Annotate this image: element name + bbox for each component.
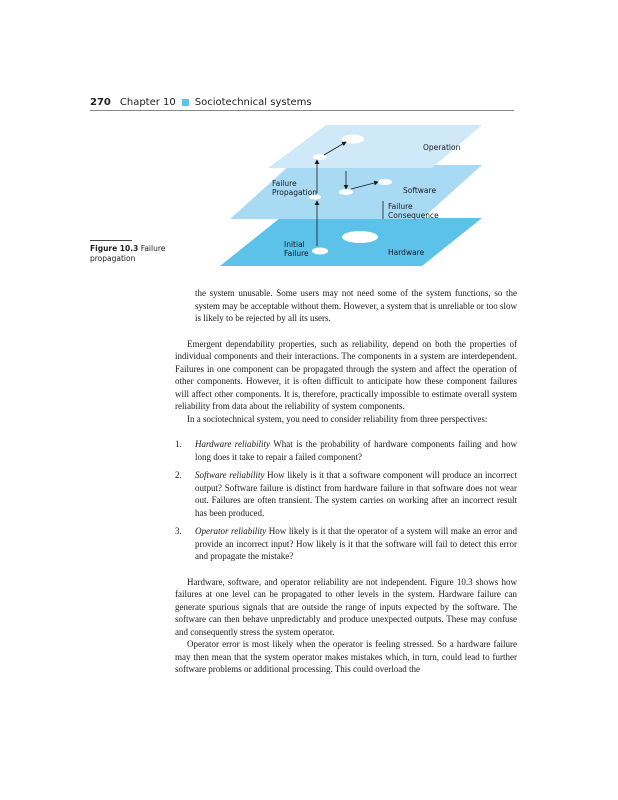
paragraph: Operator error is most likely when the operator is feeling stressed. So a hardware failure may then mean that the system operator makes mistakes which, in turn, could lead to further software problems or additional processing. This could overload the: [175, 639, 517, 674]
list-term: Hardware reliability: [195, 439, 270, 449]
list-number: 2.: [175, 470, 182, 480]
body-text: [175, 287, 517, 676]
initial-failure-label: Failure: [284, 249, 309, 258]
list-item: [175, 525, 517, 563]
running-header: [90, 97, 514, 108]
paragraph: In a sociotechnical system, you need to consider reliability from three perspectives:: [187, 413, 488, 424]
failure-propagation-label: Propagation: [272, 188, 317, 197]
perspective-list: [175, 438, 517, 563]
software-node: [339, 189, 353, 195]
list-item: [175, 438, 517, 463]
list-item: [175, 469, 517, 519]
intro-paragraph: the system unusable. Some users may not need some of the system functions, so the system may be acceptable without them. However, a system that is unreliable or too slow is likely to be rejected by all its users.: [195, 288, 517, 323]
failure-propagation-figure: [220, 125, 482, 270]
list-term: Software reliability: [195, 470, 265, 480]
failure-propagation-label: Failure: [272, 179, 297, 188]
list-number: 1.: [175, 439, 182, 449]
page-number: 270: [90, 97, 111, 108]
header-square-icon: [182, 99, 189, 106]
software-layer: [230, 165, 482, 219]
failure-consequence-label: Consequence: [388, 211, 439, 220]
list-term: Operator reliability: [195, 526, 267, 536]
hardware-node: [312, 248, 328, 255]
hardware-node: [342, 231, 378, 243]
operation-label: Operation: [423, 143, 461, 152]
paragraph: Emergent dependability properties, such as reliability, depend on both the properties of individual components and their interactions. The components in a system are interdependent. Failures in one component can be propagated through the system and affect the operation of other components. However, it is often difficult to anticipate how these component failures will affect other components. It is, therefore, practically impossible to estimate overall system reliability from data about the reliability of system components.: [175, 338, 517, 411]
paragraph: Hardware, software, and operator reliability are not independent. Figure 10.3 shows how failures at one level can be propagated to other levels in the system. Hardware failure can generate spurious signals that are outside the range of inputs expected by the software. The software can then behave unpredictably and produce unexpected outputs. These may confuse and consequently stress the system operator.: [175, 576, 517, 637]
section-title: Sociotechnical systems: [194, 97, 312, 108]
list-text: What is the probability of hardware components failing and how long does it take to repair a failed component?: [195, 439, 518, 462]
caption-text: Failure propagation: [90, 244, 166, 263]
figure-caption: [90, 244, 185, 264]
failure-consequence-label: Failure: [388, 202, 413, 211]
list-text: How likely is it that the operator of a system will make an error and provide an incorrect input? How likely is it that the software will fail to detect this error and propagate the mistake?: [195, 526, 517, 561]
software-node: [378, 179, 392, 185]
figure-diagram: [220, 125, 482, 270]
hardware-label: Hardware: [388, 248, 425, 257]
list-number: 3.: [175, 526, 182, 536]
caption-rule: [90, 240, 132, 241]
software-label: Software: [403, 186, 437, 195]
header-rule: [90, 110, 514, 111]
chapter-label: Chapter 10: [119, 97, 176, 108]
list-text: How likely is it that a software component will produce an incorrect output? Software failure is distinct from hardware failure in that software does not wear out. Failures are often transient. The system carries on working after an incorrect result has been produced.: [195, 470, 518, 518]
caption-label: Figure 10.3: [90, 244, 139, 253]
initial-failure-label: Initial: [284, 240, 305, 249]
